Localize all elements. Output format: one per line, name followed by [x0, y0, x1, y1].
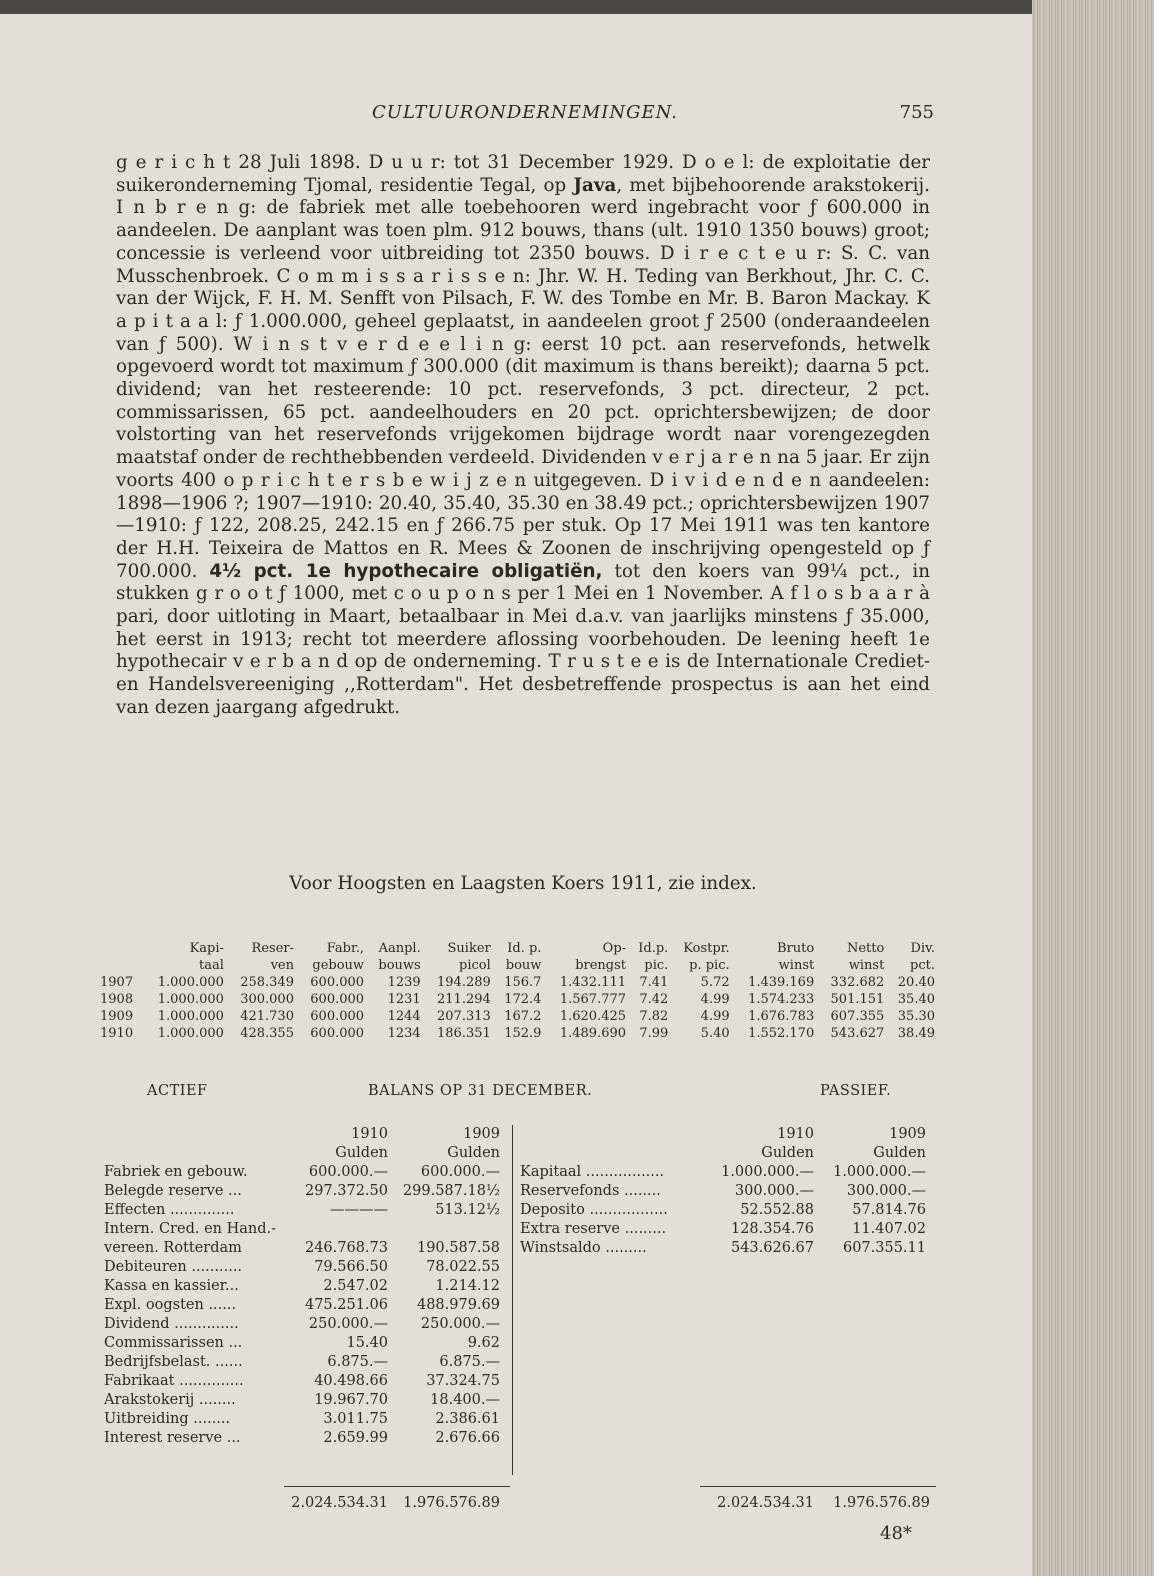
- balance-row: [520, 1182, 932, 1201]
- balance-label: Fabriek en gebouw.: [104, 1164, 248, 1180]
- balance-value-1909: 1.000.000.—: [833, 1164, 926, 1180]
- stats-header-cell: Netto: [846, 941, 885, 956]
- balance-value-1909: 2.386.61: [435, 1411, 500, 1427]
- balance-row: [520, 1144, 932, 1163]
- stats-cell: 20.40: [897, 975, 935, 990]
- stats-cell: 7.82: [639, 1009, 669, 1024]
- stats-header-cell: Bruto: [777, 941, 815, 956]
- page-edge: [1032, 0, 1154, 1576]
- balance-value-1910: Gulden: [335, 1145, 388, 1161]
- stats-cell: 1231: [387, 992, 421, 1007]
- balance-value-1910: ————: [330, 1202, 388, 1218]
- spaced-term: o p r i c h t e r s b e w i j z e n: [223, 469, 527, 491]
- balance-label: [520, 1144, 708, 1163]
- stats-cell: 1907: [100, 975, 134, 990]
- passief-total-rule: [700, 1486, 936, 1487]
- stats-cell: 4.99: [700, 1009, 730, 1024]
- stats-header-cell: Op-: [602, 941, 627, 956]
- stats-cell: 1.620.425: [559, 1009, 627, 1024]
- balance-value-1910: 40.498.66: [314, 1373, 388, 1389]
- spaced-term: D i r e c t e u r: [659, 242, 826, 264]
- bond-heading: 4½ pct. 1e hypothecaire obligatiën,: [209, 560, 603, 582]
- stats-cell: 35.40: [897, 992, 935, 1007]
- balance-value-1909: 1909: [889, 1126, 926, 1142]
- balance-label: Reservefonds ........: [520, 1183, 661, 1199]
- stats-header-cell: pic.: [644, 958, 669, 973]
- balance-value-1910: 19.967.70: [314, 1392, 388, 1408]
- balance-value-1910: 52.552.88: [740, 1202, 814, 1218]
- spaced-term: A f l o s b a a r: [770, 583, 913, 605]
- spaced-term: v e r j a r e n: [652, 447, 772, 469]
- balance-value-1909: 600.000.—: [420, 1164, 500, 1180]
- balance-value-1910: 1910: [777, 1126, 814, 1142]
- balance-label: Belegde reserve ...: [104, 1183, 242, 1199]
- balance-title: BALANS OP 31 DECEMBER.: [368, 1083, 593, 1099]
- actief-title: ACTIEF: [147, 1083, 208, 1099]
- stats-cell: 1239: [387, 975, 421, 990]
- balance-value-1909: 11.407.02: [852, 1221, 926, 1237]
- balance-value-1910: 1910: [351, 1126, 388, 1142]
- balance-row: [520, 1163, 932, 1182]
- balance-value-1909: 607.355.11: [842, 1240, 926, 1256]
- balance-value-1909: 57.814.76: [852, 1202, 926, 1218]
- stats-cell: 1.000.000: [157, 1009, 224, 1024]
- stats-cell: 600.000: [310, 992, 365, 1007]
- stats-header-cell: winst: [778, 958, 815, 973]
- balance-value-1910: 6.875.—: [327, 1354, 388, 1370]
- stats-cell: 1244: [387, 1009, 421, 1024]
- stats-cell: 5.40: [700, 1026, 730, 1041]
- page-header: [116, 102, 934, 132]
- stats-header-cell: taal: [199, 958, 224, 973]
- stats-cell: 1.567.777: [559, 992, 627, 1007]
- stats-header-cell: ven: [270, 958, 294, 973]
- text-run: : ƒ 1.000.000, geheel geplaatst, in aandeelen groot ƒ 2500 (onderaandeelen van ƒ 500).: [116, 310, 930, 355]
- stats-cell: 258.349: [240, 975, 294, 990]
- stats-header-cell: Suiker: [447, 941, 491, 956]
- balance-value-1910: [284, 1220, 388, 1239]
- stats-cell: 194.289: [437, 975, 491, 990]
- balance-value-1909: 18.400.—: [430, 1392, 500, 1408]
- stats-cell: 4.99: [700, 992, 730, 1007]
- stats-header-cell: [100, 957, 142, 974]
- spaced-term: D u u r: [368, 152, 440, 173]
- balance-row: [104, 1391, 504, 1410]
- spaced-term: c o u p o n s: [393, 583, 511, 605]
- stats-header-cell: brengst: [575, 958, 627, 973]
- text-run: : Jhr. W. H. Teding van Berkhout, Jhr. C. C. van der Wijck, F. H. M. Senfft von Pilsach, F. W. des Tombe en Mr. B. Baron Mackay.: [116, 265, 930, 310]
- stats-cell: 1.439.169: [748, 975, 815, 990]
- stats-cell: 5.72: [700, 975, 730, 990]
- spaced-term: D i v i d e n d e n: [649, 469, 822, 491]
- running-head: CULTUURONDERNEMINGEN.: [372, 102, 678, 123]
- balance-value-1909: [388, 1220, 500, 1239]
- balance-value-1909: Gulden: [447, 1145, 500, 1161]
- stats-cell: 1.552.170: [748, 1026, 815, 1041]
- balance-label: Intern. Cred. en Hand.-: [104, 1221, 277, 1237]
- stats-header-row: [100, 940, 938, 957]
- balance-label: Commissarissen ...: [104, 1335, 243, 1351]
- stats-header-cell: Kostpr.: [683, 941, 730, 956]
- stats-header-cell: bouws: [378, 958, 421, 973]
- stats-cell: 186.351: [437, 1026, 491, 1041]
- text-run: : tot 31 December 1929.: [439, 152, 683, 173]
- spaced-term: K a p i t a a l: [116, 288, 930, 332]
- balance-value-1910: 2.659.99: [323, 1430, 388, 1446]
- signature-mark: 48*: [880, 1523, 912, 1544]
- text-run: à pari, door uitloting in Maart, betaalbaar in Mei d.a.v. van jaarlijks minstens ƒ 35.000, het eerst in 1913; recht tot meerdere aflossing voorbehouden. De leening heeft 1e hypothecair: [116, 583, 930, 673]
- balance-value-1910: 250.000.—: [308, 1316, 388, 1332]
- balance-label: vereen. Rotterdam: [104, 1240, 242, 1256]
- stats-cell: 1.000.000: [157, 992, 224, 1007]
- stats-cell: 332.682: [830, 975, 885, 990]
- balance-label: Uitbreiding ........: [104, 1411, 231, 1427]
- balance-value-1909: 6.875.—: [439, 1354, 500, 1370]
- balance-value-1910: 2.547.02: [323, 1278, 388, 1294]
- text-run: na 5 jaar. Er zijn voorts 400: [116, 447, 930, 491]
- balance-value-1909: 9.62: [467, 1335, 500, 1351]
- stats-cell: 300.000: [240, 992, 294, 1007]
- body-text: [116, 152, 930, 720]
- stats-row: [100, 1008, 938, 1025]
- balance-label: [520, 1125, 708, 1144]
- stats-cell: 7.99: [639, 1026, 669, 1041]
- balance-value-1910: 475.251.06: [304, 1297, 388, 1313]
- balance-value-1909: 300.000.—: [846, 1183, 926, 1199]
- balance-label: Expl. oogsten ......: [104, 1297, 237, 1313]
- balance-value-1910: 600.000.—: [308, 1164, 388, 1180]
- balance-row: [520, 1125, 932, 1144]
- balance-row: [520, 1220, 932, 1239]
- balance-label: [104, 1125, 284, 1144]
- page-number: 755: [899, 102, 934, 123]
- balance-value-1910: 15.40: [346, 1335, 388, 1351]
- balance-row: [104, 1258, 504, 1277]
- balance-label: Fabrikaat ..............: [104, 1373, 244, 1389]
- stats-cell: 1.432.111: [559, 975, 627, 990]
- balance-value-1910: 246.768.73: [304, 1240, 388, 1256]
- text-run: op de onderneming.: [348, 651, 549, 673]
- stats-cell: 421.730: [240, 1009, 294, 1024]
- text-run: : de fabriek met alle toebehooren werd ingebracht voor ƒ 600.000 in aandeelen. De aanplant was toen plm. 912 bouws, thans (ult. 1910 1350 bouws) groot; concessie is verleend voor uitbreiding tot 2350 bouws.: [116, 197, 930, 264]
- spaced-term: g e r i c h t: [116, 152, 231, 173]
- balance-row: [104, 1315, 504, 1334]
- stats-cell: 1.574.233: [748, 992, 815, 1007]
- balance-value-1909: 299.587.18½: [402, 1183, 500, 1199]
- stats-cell: 167.2: [504, 1009, 542, 1024]
- stats-cell: 7.42: [639, 992, 669, 1007]
- passief-total-1909: 1.976.576.89: [833, 1495, 930, 1511]
- stats-cell: 600.000: [310, 1009, 365, 1024]
- stats-cell: 600.000: [310, 1026, 365, 1041]
- stats-cell: 172.4: [504, 992, 542, 1007]
- balance-label: Kapitaal .................: [520, 1164, 665, 1180]
- stats-cell: 1.676.783: [748, 1009, 815, 1024]
- stats-cell: 1234: [387, 1026, 421, 1041]
- text-run: , met bijbehoorende arakstokerij.: [616, 174, 930, 196]
- stats-header-cell: Aanpl.: [378, 941, 421, 956]
- spaced-term: I n b r e n g: [116, 197, 251, 219]
- text-run: : S. C. van Musschenbroek.: [116, 242, 931, 287]
- actief-total-1910: 2.024.534.31: [291, 1495, 388, 1511]
- stats-row: [100, 991, 938, 1008]
- balance-row: [520, 1201, 932, 1220]
- stats-cell: 156.7: [504, 975, 542, 990]
- balance-label: Extra reserve .........: [520, 1221, 667, 1237]
- stats-header-cell: Fabr.,: [326, 941, 365, 956]
- balance-value-1909: Gulden: [873, 1145, 926, 1161]
- text-run: is de Internationale Crediet- en Handelsvereeniging ,,Rotterdam". Het desbetreffende prospectus is aan het eind van dezen jaargang afgedrukt.: [116, 651, 930, 718]
- balance-value-1910: 79.566.50: [314, 1259, 388, 1275]
- stats-header-cell: p. pic.: [689, 958, 730, 973]
- balance-divider: [512, 1125, 513, 1475]
- stats-header-cell: Kapi-: [189, 941, 224, 956]
- stats-cell: 607.355: [830, 1009, 885, 1024]
- balance-row: [104, 1144, 504, 1163]
- stats-header-cell: pct.: [910, 958, 935, 973]
- text-run: per 1 Mei en 1 November.: [510, 583, 771, 605]
- balance-value-1909: 1.214.12: [435, 1278, 500, 1294]
- text-run: 28 Juli 1898.: [230, 152, 369, 173]
- stats-cell: 35.30: [897, 1009, 935, 1024]
- spaced-term: T r u s t e e: [548, 651, 659, 673]
- balance-row: [104, 1277, 504, 1296]
- balance-value-1909: 190.587.58: [416, 1240, 500, 1256]
- body-paragraph: [116, 152, 930, 720]
- stats-cell: 211.294: [437, 992, 491, 1007]
- balance-value-1910: 300.000.—: [734, 1183, 814, 1199]
- text-run: : de exploitatie der suikeronderneming Tjomal, residentie Tegal, op: [116, 152, 930, 196]
- balance-value-1910: 1.000.000.—: [721, 1164, 814, 1180]
- stats-header-cell: Div.: [910, 941, 935, 956]
- stats-cell: 7.41: [639, 975, 669, 990]
- balance-value-1910: 128.354.76: [730, 1221, 814, 1237]
- stats-header-cell: winst: [848, 958, 885, 973]
- spaced-term: D o e l: [682, 152, 749, 173]
- actief-total-1909: 1.976.576.89: [403, 1495, 500, 1511]
- spaced-term: g r o o t: [195, 583, 273, 605]
- balance-label: Kassa en kassier...: [104, 1278, 239, 1294]
- balance-row: [104, 1163, 504, 1182]
- balance-row: [104, 1429, 504, 1448]
- stats-header-cell: Reser-: [251, 941, 294, 956]
- balance-value-1910: 3.011.75: [323, 1411, 388, 1427]
- balance-row: [104, 1334, 504, 1353]
- statistics-table: [100, 940, 938, 1042]
- text-run: aandeelen: 1898—1906 ?; 1907—1910: 20.40, 35.40, 35.30 en 38.49 pct.; oprichtersbewijzen 1907—1910: ƒ 122, 208.25, 242.15 en ƒ 266.75 per stuk. Op 17 Mei 1911 was ten kantore der H.H. Teixeira de Mattos en R. Mees & Zoonen de inschrijving opengesteld op ƒ 700.000.: [116, 469, 930, 582]
- stats-cell: 207.313: [437, 1009, 491, 1024]
- stats-row: [100, 974, 938, 991]
- balance-row: [104, 1182, 504, 1201]
- balance-row: [520, 1239, 932, 1258]
- balance-row: [104, 1296, 504, 1315]
- balance-label: Deposito .................: [520, 1202, 668, 1218]
- balance-value-1910: Gulden: [761, 1145, 814, 1161]
- stats-cell: 428.355: [240, 1026, 294, 1041]
- balance-value-1909: 250.000.—: [420, 1316, 500, 1332]
- stats-cell: 152.9: [504, 1026, 542, 1041]
- text-run: ƒ 1000, met: [272, 583, 394, 605]
- stats-header-row: [100, 957, 938, 974]
- stats-cell: 1.489.690: [559, 1026, 627, 1041]
- balance-value-1909: 1909: [463, 1126, 500, 1142]
- spaced-term: W i n s t v e r d e e l i n g: [233, 333, 526, 355]
- balance-label: Debiteuren ...........: [104, 1259, 243, 1275]
- passief-title: PASSIEF.: [820, 1083, 892, 1099]
- balance-label: Winstsaldo .........: [520, 1240, 647, 1256]
- stats-cell: 1908: [100, 992, 134, 1007]
- balance-label: [104, 1144, 284, 1163]
- balance-row: [104, 1125, 504, 1144]
- stats-cell: 1910: [100, 1026, 134, 1041]
- passief-total-1910: 2.024.534.31: [717, 1495, 814, 1511]
- balance-label: Effecten ..............: [104, 1202, 235, 1218]
- bold-term: Java: [573, 174, 617, 196]
- stats-header-cell: bouw: [505, 958, 542, 973]
- balance-row: [104, 1353, 504, 1372]
- stats-cell: 543.627: [830, 1026, 885, 1041]
- balance-row: [104, 1410, 504, 1429]
- spaced-term: v e r b a n d: [233, 651, 349, 673]
- balance-row: [104, 1372, 504, 1391]
- passief-column: [520, 1125, 932, 1258]
- balance-value-1909: 513.12½: [435, 1202, 500, 1218]
- stats-header-cell: gebouw: [312, 958, 365, 973]
- koers-note: Voor Hoogsten en Laagsten Koers 1911, zie index.: [289, 873, 757, 894]
- stats-header-cell: Id.p.: [638, 941, 669, 956]
- stats-cell: 38.49: [897, 1026, 935, 1041]
- balance-label: Interest reserve ...: [104, 1430, 241, 1446]
- balance-row: [104, 1201, 504, 1220]
- spaced-term: C o m m i s s a r i s s e n: [276, 265, 525, 287]
- stats-header-cell: [100, 940, 142, 957]
- balance-value-1910: 297.372.50: [304, 1183, 388, 1199]
- balance-row: [104, 1239, 504, 1258]
- stats-cell: 1.000.000: [157, 1026, 224, 1041]
- text-run: tot den koers van 99¼ pct., in stukken: [116, 560, 930, 605]
- balance-label: Arakstokerij ........: [104, 1392, 236, 1408]
- balance-value-1909: 37.324.75: [426, 1373, 500, 1389]
- actief-column: [104, 1125, 504, 1448]
- balance-value-1909: 488.979.69: [416, 1297, 500, 1313]
- balance-label: Dividend ..............: [104, 1316, 239, 1332]
- balance-label: Bedrijfsbelast. ......: [104, 1354, 243, 1370]
- stats-cell: 600.000: [310, 975, 365, 990]
- balance-value-1909: 2.676.66: [435, 1430, 500, 1446]
- stats-header-cell: picol: [459, 958, 491, 973]
- balance-row: [104, 1220, 504, 1239]
- stats-cell: 1909: [100, 1009, 134, 1024]
- stats-cell: 1.000.000: [157, 975, 224, 990]
- balance-value-1909: 78.022.55: [426, 1259, 500, 1275]
- text-run: uitgegeven.: [526, 469, 650, 491]
- stats-cell: 501.151: [830, 992, 885, 1007]
- stats-header-cell: Id. p.: [507, 941, 542, 956]
- actief-total-rule: [284, 1486, 510, 1487]
- balance-value-1910: 543.626.67: [730, 1240, 814, 1256]
- stats-row: [100, 1025, 938, 1042]
- text-run: : eerst 10 pct. aan reservefonds, hetwelk opgevoerd wordt tot maximum ƒ 300.000 (dit maximum is thans bereikt); daarna 5 pct. dividend; van het resteerende: 10 pct. reservefonds, 3 pct. directeur, 2 pct. commissarissen, 65 pct. aandeelhouders en 20 pct. oprichtersbewijzen; de door volstorting van het reservefonds vrijgekomen bijdrage wordt naar vorengezegden maatstaf onder de rechthebbenden verdeeld. Dividenden: [116, 333, 931, 469]
